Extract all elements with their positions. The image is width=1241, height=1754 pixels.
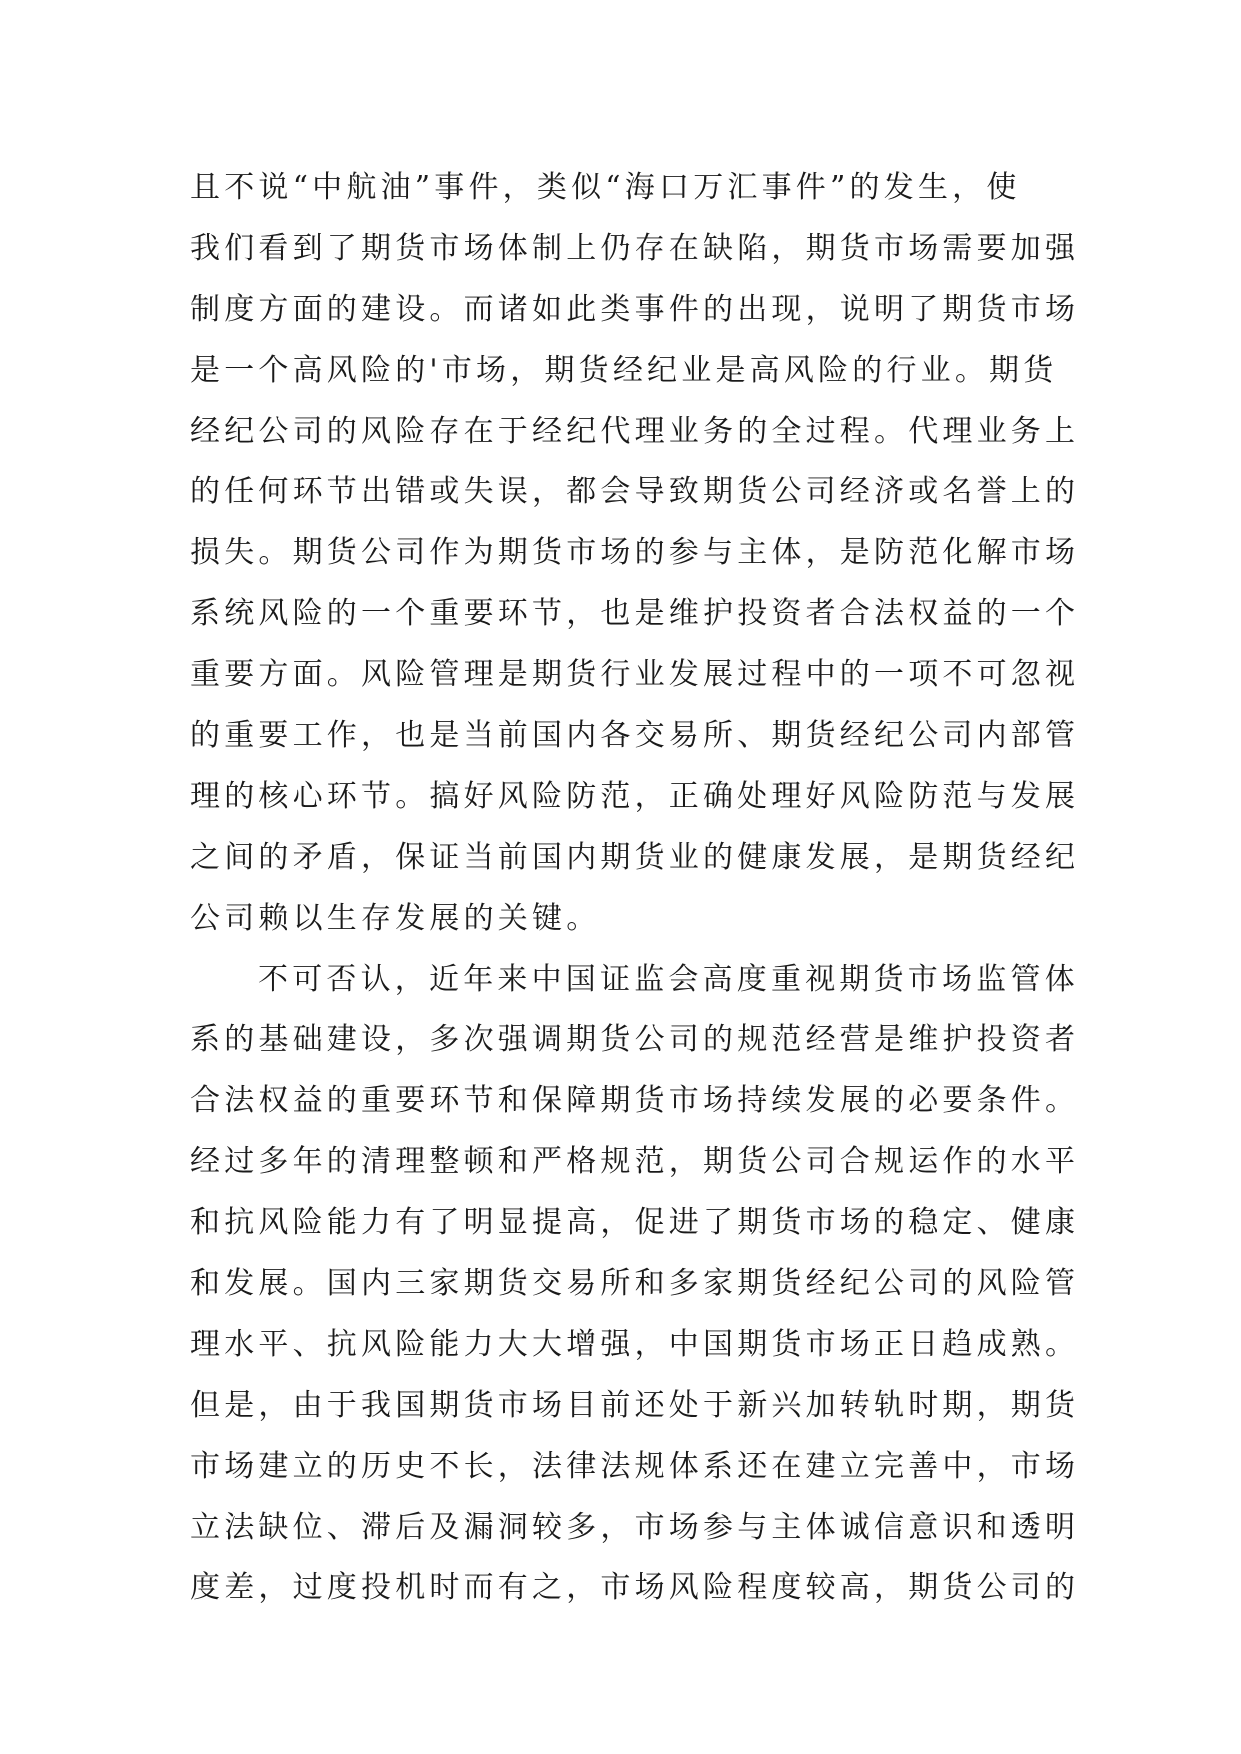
text-line: 公司赖以生存发展的关键。: [190, 900, 601, 936]
text-line: 经过多年的清理整顿和严格规范，期货公司合规运作的水平: [190, 1144, 1080, 1180]
text-line: 制度方面的建设。而诸如此类事件的出现，说明了期货市场: [190, 291, 1080, 327]
text-line: 经纪公司的风险存在于经纪代理业务的全过程。代理业务上: [190, 413, 1080, 449]
paragraph-first-line: 不可否认，近年来中国证监会高度重视期货市场监管体: [258, 961, 1079, 997]
text-line: 但是，由于我国期货市场目前还处于新兴加转轨时期，期货: [190, 1387, 1080, 1423]
text-line: 度差，过度投机时而有之，市场风险程度较高，期货公司的: [190, 1570, 1080, 1606]
text-line: 市场建立的历史不长，法律法规体系还在建立完善中，市场: [190, 1448, 1080, 1484]
text-line: 立法缺位、滞后及漏洞较多，市场参与主体诚信意识和透明: [190, 1509, 1080, 1545]
text-line: 和抗风险能力有了明显提高，促进了期货市场的稳定、健康: [190, 1205, 1080, 1241]
text-line: 之间的矛盾，保证当前国内期货业的健康发展，是期货经纪: [190, 839, 1080, 875]
text-line: 合法权益的重要环节和保障期货市场持续发展的必要条件。: [190, 1083, 1080, 1119]
text-line: 理水平、抗风险能力大大增强，中国期货市场正日趋成熟。: [190, 1326, 1080, 1362]
text-line: 损失。期货公司作为期货市场的参与主体，是防范化解市场: [190, 535, 1080, 571]
text-line: 我们看到了期货市场体制上仍存在缺陷，期货市场需要加强: [190, 230, 1080, 266]
text-line: 重要方面。风险管理是期货行业发展过程中的一项不可忽视: [190, 657, 1080, 693]
text-line: 且不说“中航油”事件，类似“海口万汇事件”的发生，使: [190, 170, 1021, 205]
text-line: 理的核心环节。搞好风险防范，正确处理好风险防范与发展: [190, 778, 1080, 814]
text-line: 的任何环节出错或失误，都会导致期货公司经济或名誉上的: [190, 474, 1080, 510]
text-line: 系统风险的一个重要环节，也是维护投资者合法权益的一个: [190, 596, 1080, 632]
text-line: 的重要工作，也是当前国内各交易所、期货经纪公司内部管: [190, 718, 1080, 754]
text-line: 是一个高风险的'市场，期货经纪业是高风险的行业。期货: [190, 352, 1058, 388]
body-text: [190, 158, 1080, 1619]
text-line: 和发展。国内三家期货交易所和多家期货经纪公司的风险管: [190, 1266, 1080, 1302]
text-line: 系的基础建设，多次强调期货公司的规范经营是维护投资者: [190, 1022, 1080, 1058]
